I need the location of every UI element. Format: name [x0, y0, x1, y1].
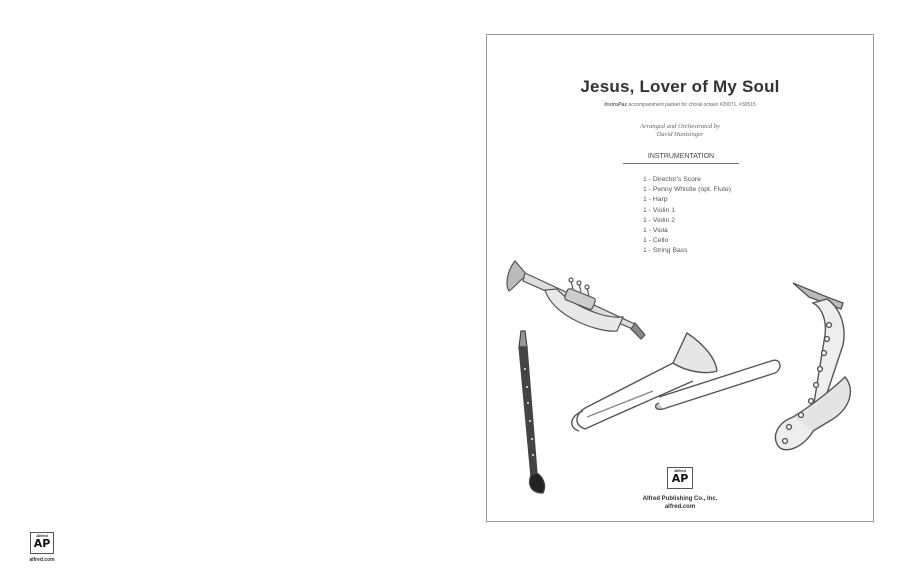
arranger-name: David Huntsinger [656, 131, 704, 138]
arranger-line-1: Arranged and Orchestrated by [640, 123, 720, 130]
instrument-illustration [487, 35, 873, 521]
instrument-item: 1 - Viola [643, 227, 668, 235]
trumpet-illustration [507, 261, 645, 339]
instrumentation-heading: INSTRUMENTATION [623, 153, 739, 164]
back-publisher-url: alfred.com [29, 557, 55, 563]
logo-mark: AP [671, 472, 689, 485]
instrument-item: 1 - Director's Score [643, 176, 701, 183]
instrument-item: 1 - Harp [643, 196, 668, 204]
instrument-item: 1 - Violin 2 [643, 216, 675, 224]
saxophone-illustration [775, 283, 850, 450]
back-logo-mark: AP [33, 537, 51, 550]
trombone-illustration [572, 333, 780, 431]
instrument-item: 1 - Violin 1 [643, 206, 675, 214]
subtitle-brand: InstruPax [604, 102, 628, 108]
back-publisher-logo [30, 532, 54, 554]
publisher-url: alfred.com [664, 504, 696, 510]
publisher-name: Alfred Publishing Co., Inc. [642, 496, 718, 502]
publisher-info [487, 495, 873, 511]
back-logo-brand: Alfred [36, 533, 48, 538]
song-title: Jesus, Lover of My Soul [580, 77, 780, 96]
logo-brand: Alfred [674, 468, 686, 473]
instrument-item: 1 - Cello [643, 237, 669, 245]
publisher-logo [667, 467, 693, 489]
instrument-item: 1 - String Bass [643, 247, 688, 255]
instrument-item: 1 - Penny Whistle (opt. Flute) [643, 186, 732, 194]
clarinet-illustration [519, 331, 545, 493]
subtitle-text: accompaniment packet for choral octavo #29071, #30515 [627, 102, 756, 108]
front-cover [486, 34, 874, 522]
